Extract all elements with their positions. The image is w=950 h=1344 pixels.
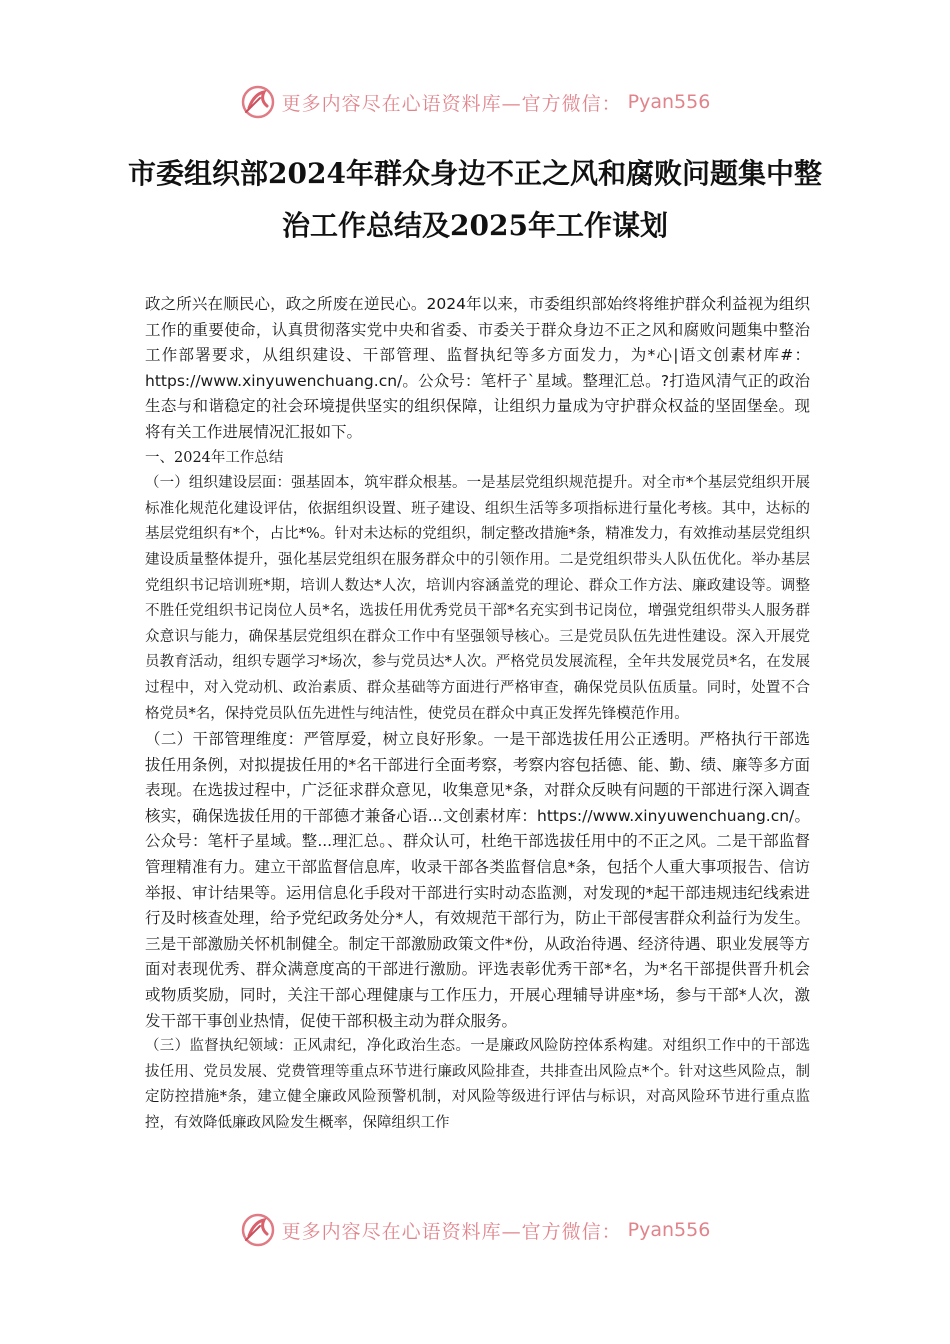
- watermark-text: 更多内容尽在心语资料库—官方微信：: [281, 92, 622, 115]
- paragraph-cadre-management: （二）干部管理维度：严管厚爱，树立良好形象。一是干部选拔任用公正透明。严格执行干部选拔任用条例，对拟提拔任用的*名干部进行全面考察，考察内容包括德、能、勤、绩、廉等多方面表现。在选拔过程中，广泛征求群众意见，收集意见*条，对群众反映有问题的干部进行深入调查核实，确保选拔任用的干部德才兼备心语...文创素材库：https://www.xinyuwenchuang.cn/。公众号：笔杆子星域。整...理汇总。、群众认可，杜绝干部选拔任用中的不正之风。二是干部监督管理精准有力。建立干部监督信息库，收录干部各类监督信息*条，包括个人重大事项报告、信访举报、审计结果等。运用信息化手段对干部进行实时动态监测，对发现的*起干部违规违纪线索进行及时核查处理，给予党纪政务处分*人，有效规范干部行为，防止干部侵害群众利益行为发生。三是干部激励关怀机制健全。制定干部激励政策文件*份，从政治待遇、经济待遇、职业发展等方面对表现优秀、群众满意度高的干部进行激励。评选表彰优秀干部*名，为*名干部提供晋升机会或物质奖励，同时，关注干部心理健康与工作压力，开展心理辅导讲座*场，参与干部*人次，激发干部干事创业热情，促使干部积极主动为群众服务。: [145, 730, 810, 1030]
- watermark-wechat-id: Pyan556: [627, 91, 711, 113]
- brand-logo-icon: [240, 84, 276, 120]
- header-watermark: [0, 82, 950, 122]
- section-heading: 一、2024年工作总结: [145, 449, 284, 466]
- intro-paragraph: 政之所兴在顺民心，政之所废在逆民心。2024年以来，市委组织部始终将维护群众利益视为组织工作的重要使命，认真贯彻落实党中央和省委、市委关于群众身边不正之风和腐败问题集中整治工作部署要求，从组织建设、干部管理、监督执纪等多方面发力，为*心|语文创素材库#：https://www.xinyuwenchuang.cn/。公众号：笔杆子`星域。整理汇总。?打造风清气正的政治生态与和谐稳定的社会环境提供坚实的组织保障，让组织力量成为守护群众权益的坚固堡垒。现将有关工作进展情况汇报如下。: [145, 295, 810, 441]
- document-title: 市委组织部2024年群众身边不正之风和腐败问题集中整治工作总结及2025年工作谋划: [128, 157, 822, 242]
- watermark-text: 更多内容尽在心语资料库—官方微信：: [281, 1220, 622, 1243]
- paragraph-organization: （一）组织建设层面：强基固本，筑牢群众根基。一是基层党组织规范提升。对全市*个基层党组织开展标准化规范化建设评估，依据组织设置、班子建设、组织生活等多项指标进行量化考核。其中，达标的基层党组织有*个，占比*%。针对未达标的党组织，制定整改措施*条，精准发力，有效推动基层党组织建设质量整体提升，强化基层党组织在服务群众中的引领作用。二是党组织带头人队伍优化。举办基层党组织书记培训班*期，培训人数达*人次，培训内容涵盖党的理论、群众工作方法、廉政建设等。调整不胜任党组织书记岗位人员*名，选拔任用优秀党员干部*名充实到书记岗位，增强党组织带头人服务群众意识与能力，确保基层党组织在群众工作中有坚强领导核心。三是党员队伍先进性建设。深入开展党员教育活动，组织专题学习*场次，参与党员达*人次。严格党员发展流程，全年共发展党员*名，在发展过程中，对入党动机、政治素质、群众基础等方面进行严格审查，确保党员队伍质量。同时，处置不合格党员*名，保持党员队伍先进性与纯洁性，使党员在群众中真正发挥先锋模范作用。: [145, 475, 810, 722]
- document-body: [145, 292, 810, 1137]
- watermark-wechat-id: Pyan556: [627, 1219, 711, 1241]
- brand-logo-icon: [240, 1212, 276, 1248]
- paragraph-supervision: （三）监督执纪领域：正风肃纪，净化政治生态。一是廉政风险防控体系构建。对组织工作中的干部选拔任用、党员发展、党费管理等重点环节进行廉政风险排查，共排查出风险点*个。针对这些风险点，制定防控措施*条，建立健全廉政风险预警机制，对风险等级进行评估与标识，对高风险环节进行重点监控，有效降低廉政风险发生概率，保障组织工作: [145, 1038, 810, 1131]
- footer-watermark: [0, 1210, 950, 1250]
